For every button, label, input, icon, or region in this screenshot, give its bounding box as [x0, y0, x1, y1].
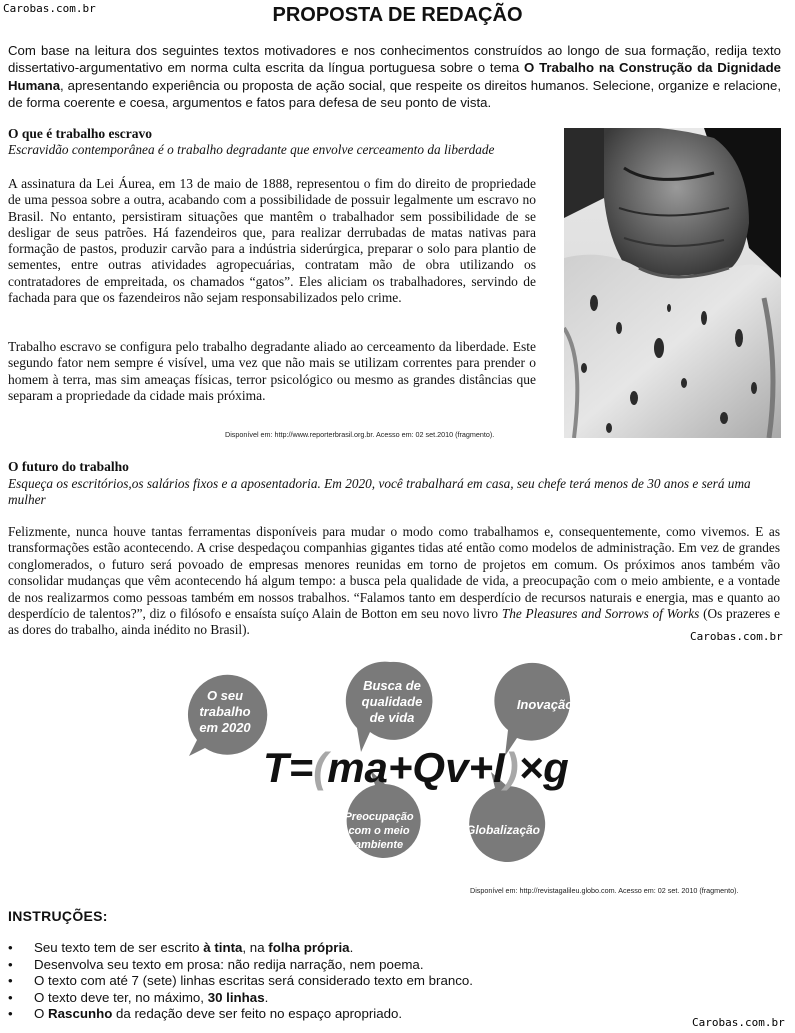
bubble-qualidade-line-2: qualidade	[361, 694, 423, 709]
text1-subtitle: Escravidão contemporânea é o trabalho degradante que envolve cerceamento da liberdade	[8, 142, 495, 157]
bubble-seu-trabalho-line-2: trabalho	[199, 704, 251, 719]
watermark-middle: Carobas.com.br	[690, 630, 783, 643]
bubble-meio-ambiente-line-2: com o meio	[348, 825, 410, 837]
bubble-meio-ambiente-line-3: ambiente	[354, 839, 404, 851]
text2-source: Disponível em: http://revistagalileu.globo.com. Acesso em: 02 set. 2010 (fragmento).	[470, 886, 739, 895]
bubble-seu-trabalho	[188, 675, 267, 756]
bubble-qualidade-line-1: Busca de	[363, 678, 421, 693]
formula-open-paren: (	[313, 744, 328, 791]
instruction-item: • O Rascunho da redação deve ser feito no espaço apropriado.	[8, 1006, 708, 1023]
instruction-item: • O texto com até 7 (sete) linhas escritas será considerado texto em branco.	[8, 973, 708, 990]
intro-part1: Com base na leitura dos seguintes textos motivadores e nos conhecimentos construídos ao longo de sua formação, redija texto dissertativo-argumentativo em norma culta escrita da língua portuguesa sobre o tema	[8, 43, 781, 76]
formula-close-paren: )	[504, 744, 519, 791]
text2-paragraph	[8, 524, 780, 639]
intro-paragraph	[8, 42, 781, 112]
formula-t-eq: T=	[263, 744, 314, 791]
bubble-seu-trabalho-line-1: O seu	[206, 688, 244, 703]
formula-text	[263, 744, 569, 792]
watermark-top: Carobas.com.br	[3, 2, 96, 15]
bubble-globalizacao-line-1: Globalização	[465, 823, 541, 837]
intro-part2: , apresentando experiência ou proposta de ação social, que respeite os direitos humanos. Selecione, organize e relacione, de forma coerente e coesa, argumentos e fatos para defesa de seu ponto de vista.	[8, 77, 781, 111]
bubble-qualidade-line-3: de vida	[369, 710, 415, 725]
worker-photo	[564, 128, 781, 438]
instruction-item: • Desenvolva seu texto em prosa: não redija narração, nem poema.	[8, 957, 708, 974]
bubble-seu-trabalho-line-3: em 2020	[199, 720, 251, 735]
intro-theme: O Trabalho na Construção da Dignidade Humana	[8, 60, 781, 93]
instruction-item: • Seu texto tem de ser escrito à tinta, na folha própria.	[8, 940, 708, 957]
text1-source: Disponível em: http://www.reporterbrasil.org.br. Acesso em: 02 set.2010 (fragmento).	[225, 430, 495, 439]
text1-title: O que é trabalho escravo	[8, 126, 152, 141]
bubble-qualidade-de-vida	[346, 662, 433, 752]
text2-paragraph-b: (Os prazeres e as dores do trabalho, ainda inédito no Brasil).	[8, 606, 780, 638]
formula-inner: ma+Qv+I	[327, 744, 505, 791]
instruction-item: • O texto deve ter, no máximo, 30 linhas.	[8, 990, 708, 1007]
bubble-inovacao-line-1: Inovação	[516, 697, 574, 712]
watermark-bottom: Carobas.com.br	[692, 1016, 785, 1029]
bubble-inovacao	[494, 663, 573, 756]
text1-paragraph-1: A assinatura da Lei Áurea, em 13 de maio de 1888, representou o fim do direito de propriedade de uma pessoa sobre a outra, acabando com a possibilidade de possuir legalmente um escravo no Brasil. No entanto, persistiram situações que mantêm o trabalhador sem possibilidade de se desligar de seus patrões. Há fazendeiros que, para realizar derrubadas de matas nativas para formação de pastos, produzir carvão para a indústria siderúrgica, preparar o solo para plantio de sementes, entre outras atividades agropecuárias, contratam mão de obra utilizando os contratadores de empreitada, os chamados “gatos”. Eles aliciam os trabalhadores, servindo de fachada para que os fazendeiros não sejam responsabilizados pelo crime.	[8, 176, 536, 306]
text2-subtitle: Esqueça os escritórios,os salários fixos e a aposentadoria. Em 2020, você trabalhará em casa, seu chefe terá menos de 30 anos e será uma mulher	[8, 476, 751, 507]
bubble-meio-ambiente-line-1: Preocupação	[344, 811, 414, 823]
formula-tail: ×g	[518, 744, 569, 791]
page-title: PROPOSTA DE REDAÇÃO	[272, 4, 523, 26]
instructions-list	[8, 940, 708, 1023]
text2-book-title: The Pleasures and Sorrows of Works	[501, 606, 700, 622]
text2-title: O futuro do trabalho	[8, 459, 129, 474]
text2-paragraph-a: Felizmente, nunca houve tantas ferramentas disponíveis para mudar o modo como trabalhamos e, consequentemente, como vivemos. E as transformações estão acontecendo. A crise despedaçou companhias gigantes tidas até então como modelos de administração. Em vez de grandes conglomerados, o futuro será povoado de empresas menores reunidas em torno de projetos em comum. Os próximos anos também vão consolidar mudanças que vêm acontecendo há algum tempo: a busca pela qualidade de vida, a preocupação com o meio ambiente, e a vontade de nos realizarmos como pessoas também em nossos trabalhos. “Falamos tanto em desperdício de recursos naturais e energia, mas e quanto ao desperdício de talentos?”, diz o filósofo e ensaísta suíço Alain de Botton em seu novo livro	[8, 524, 780, 622]
text1-paragraph-2: Trabalho escravo se configura pelo trabalho degradante aliado ao cerceamento da liberdade. Este segundo fator nem sempre é visível, uma vez que não mais se utilizam correntes para prender o homem à terra, mas sim ameaças físicas, terror psicológico ou mesmo as grandes distâncias que separam a propriedade da cidade mais próxima.	[8, 339, 536, 403]
work-formula-diagram	[175, 660, 595, 880]
instructions-title: INSTRUÇÕES:	[8, 908, 108, 924]
